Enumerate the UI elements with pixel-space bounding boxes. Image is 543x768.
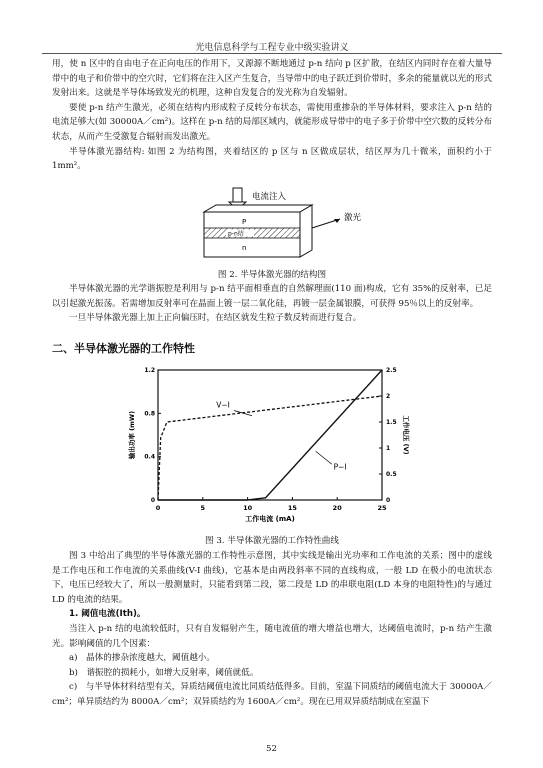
leader-line xyxy=(316,451,332,464)
paragraph-3: 半导体激光器结构: 如图 2 为结构图，夹着结区的 p 区与 n 区做成层状，结区厚为几十微米，面积约小于 1mm²。 xyxy=(52,146,492,172)
paragraph-5: 一旦半导体激光器上加上正向偏压时，在结区就发生粒子数反转而进行复合。 xyxy=(69,313,362,324)
y-left-tick-label: 0.8 xyxy=(144,410,155,418)
page-number: 52 xyxy=(266,744,277,754)
y-left-tick-label: 0 xyxy=(150,497,155,504)
list-item: a) 晶体的掺杂浓度越大，阈值越小。 xyxy=(69,653,215,664)
paragraph-6: 图 3 中给出了典型的半导体激光器的工作特性示意图，其中实线是输出光功率和工作电流的关系；图中的虚线是工作电压和工作电流的关系曲线(V-I 曲线)，它基本是由两段斜率不同的直线构成，一般 LD 在极小的电流状态下，电压已经较大了，所以一般测量时，只能看到第二段，第二段是 LD 的串联电阻(LD 本身的电阻特性)的与通过 LD 的电流的结果。 xyxy=(52,551,492,605)
y-right-tick-label: 0 xyxy=(386,497,391,504)
x-tick-label: 5 xyxy=(200,504,206,512)
label-current: 电流注入 xyxy=(252,192,287,202)
plot-frame xyxy=(158,370,382,500)
y-right-tick-label: 0.5 xyxy=(386,471,397,478)
y-right-tick-label: 2 xyxy=(386,393,391,400)
label-pn: p-n结 xyxy=(228,230,244,238)
y-right-tick-label: 1.5 xyxy=(386,419,397,426)
fig2-caption: 图 2. 半导体激光器的结构图 xyxy=(217,270,327,280)
x-tick-label: 25 xyxy=(377,504,387,512)
structure-diagram xyxy=(190,186,390,261)
x-tick-label: 10 xyxy=(243,504,253,512)
list-item: c) 与半导体材料结型有关，异质结阈值电流比同质结低得多。目前，室温下同质结的阈值电流大于 30000A／cm²；单异质结约为 8000A／cm²；双异质结约为 1600A／cm²。现在已用双异质结制成在室温下 xyxy=(52,682,492,707)
paragraph-7: 当注入 p-n 结的电流较低时，只有自发辐射产生，随电流值的增大增益也增大，达阈值电流时，p-n 结产生激光。影响阈值的几个因素： xyxy=(52,623,492,649)
y-left-tick-label: 0.4 xyxy=(144,453,155,461)
y-right-tick-label: 2.5 xyxy=(386,367,397,374)
y-left-tick-label: 1.2 xyxy=(144,367,155,374)
leader-line xyxy=(234,411,252,416)
threshold-title: 1. 阈值电流(Ith)。 xyxy=(69,609,146,620)
x-tick-label: 15 xyxy=(287,504,297,512)
series-line-p-i xyxy=(158,370,382,500)
discussion-text xyxy=(52,549,492,710)
intro-text xyxy=(52,57,492,174)
section-title: 二、半导体激光器的工作特性 xyxy=(52,342,195,355)
header-rule xyxy=(42,53,502,54)
series-label-p-i: P−I xyxy=(333,462,347,472)
y-left-axis-label: 输出功率 (mW) xyxy=(128,410,136,460)
page-header: 光电信息科学与工程专业中级实验讲义 xyxy=(195,43,349,53)
paragraph-2: 要使 p-n 结产生激光，必须在结构内形成粒子反转分布状态，需使用重掺杂的半导体材料，要求注入 p-n 结的电流足够大(如 30000A／cm²)。这样在 p-n 结的局部区域内，就能形成导带中的电子多于价带中空穴数的反转分布状态，从而产生受激复合辐射而发出激光。 xyxy=(52,102,492,142)
x-axis-label: 工作电流 (mA) xyxy=(245,515,295,523)
series-label-v-i: V−I xyxy=(216,400,230,410)
paragraph-1: 用，使 n 区中的自由电子在正向电压的作用下，又源源不断地通过 p-n 结向 p 区扩散，在结区内同时存在着大量导带中的电子和价带中的空穴时，它们将在注入区产生复合，当导带中的电子跃迁到价带时，多余的能量就以光的形式发射出来。这就是半导体场致发光的机理，这种自发复合的发光称为自发辐射。 xyxy=(52,59,492,99)
x-tick-label: 20 xyxy=(332,504,342,512)
y-right-axis-label: 工作电压 (V) xyxy=(402,415,410,455)
label-laser: 激光 xyxy=(344,213,362,223)
label-p: P xyxy=(242,218,247,226)
y-right-tick-label: 1 xyxy=(386,445,391,452)
series-line-v-i xyxy=(158,396,382,500)
characteristic-chart xyxy=(120,362,420,527)
label-n: n xyxy=(242,244,247,252)
list-item: b) 谐振腔的损耗小，如增大反射率，阈值就低。 xyxy=(69,667,259,678)
laser-block xyxy=(204,205,312,257)
fig3-caption: 图 3. 半导体激光器的工作特性曲线 xyxy=(205,536,339,546)
paragraph-4: 半导体激光器的光学谐振腔是利用与 p-n 结平面相垂直的自然解理面(110 面)构成，它有 35%的反射率，已足以引起激光振荡。若需增加反射率可在晶面上镀一层二氧化硅，再镀一层金属银膜，可获得 95％以上的反射率。 xyxy=(52,284,492,309)
cavity-text xyxy=(52,282,492,326)
x-tick-label: 0 xyxy=(155,504,161,512)
